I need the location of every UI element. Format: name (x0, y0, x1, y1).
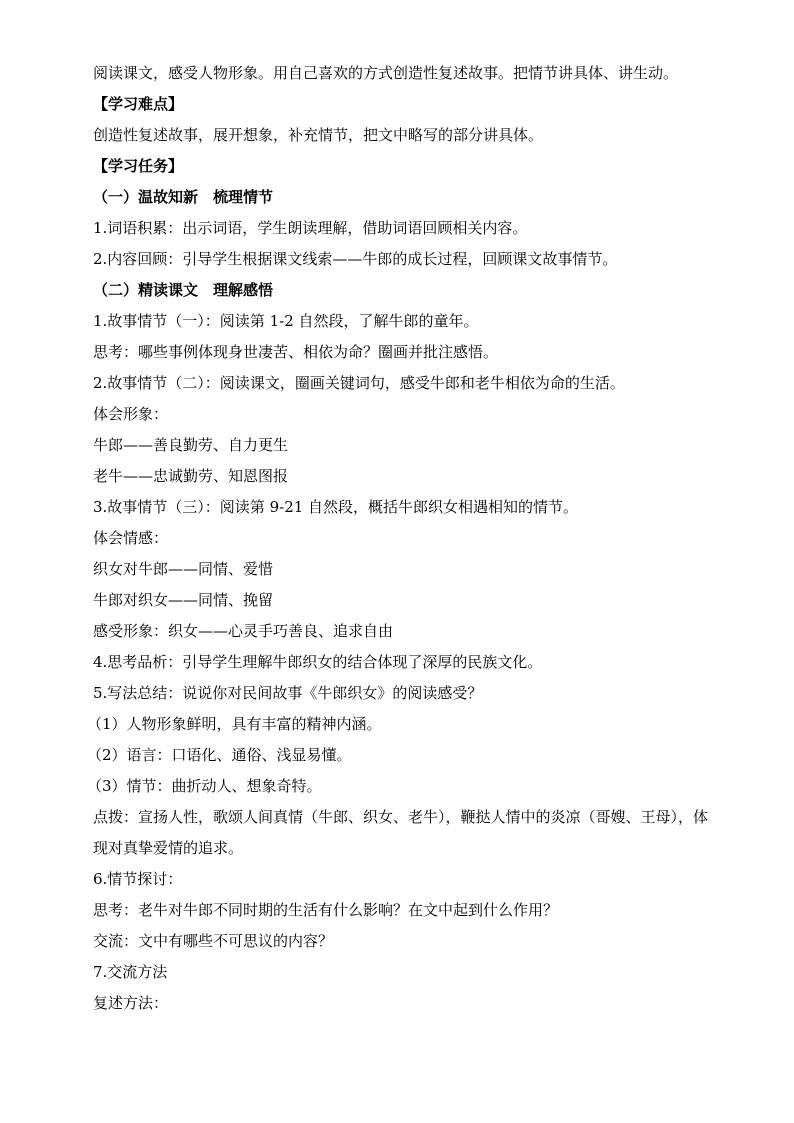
paragraph-objective: 阅读课文，感受人物形象。用自己喜欢的方式创造性复述故事。把情节讲具体、讲生动。 (93, 64, 679, 82)
paragraph-line: 交流：文中有哪些不可思议的内容？ (93, 932, 334, 950)
paragraph-difficulty: 创造性复述故事，展开想象，补充情节，把文中略写的部分讲具体。 (93, 126, 544, 144)
heading-tasks: 【学习任务】 (93, 157, 184, 175)
list-item: 2.故事情节（二）：阅读课文，圈画关键词句，感受牛郎和老牛相依为命的生活。 (93, 374, 625, 392)
list-item: 3.故事情节（三）：阅读第 9-21 自然段，概括牛郎织女相遇相知的情节。 (93, 498, 579, 516)
list-item: 1.故事情节（一）：阅读第 1-2 自然段，了解牛郎的童年。 (93, 312, 479, 330)
section-heading-2: （二）精读课文 理解感悟 (93, 281, 274, 299)
sub-list-item: （3）情节：曲折动人、想象奇特。 (87, 777, 322, 795)
paragraph-line: 思考：哪些事例体现身世凄苦、相依为命？圈画并批注感悟。 (93, 343, 499, 361)
paragraph-line: 感受形象：织女——心灵手巧善良、追求自由 (93, 622, 394, 640)
document-body (87, 58, 713, 1019)
heading-difficulty: 【学习难点】 (93, 95, 184, 113)
paragraph-line: 体会情感： (93, 529, 169, 547)
paragraph-line: 牛郎对织女——同情、挽留 (93, 591, 274, 609)
list-item: 7.交流方法 (93, 963, 168, 981)
list-item: 1.词语积累：出示词语，学生朗读理解，借助词语回顾相关内容。 (93, 219, 528, 237)
paragraph-line: 思考：老牛对牛郎不同时期的生活有什么影响？在文中起到什么作用？ (93, 901, 559, 919)
list-item: 5.写法总结：说说你对民间故事《牛郎织女》的阅读感受？ (93, 684, 483, 702)
paragraph-line: 牛郎——善良勤劳、自力更生 (93, 436, 289, 454)
paragraph-line: 体会形象： (93, 405, 169, 423)
list-item: 2.内容回顾：引导学生根据课文线索——牛郎的成长过程，回顾课文故事情节。 (93, 250, 618, 268)
list-item: 4.思考品析：引导学生理解牛郎织女的结合体现了深厚的民族文化。 (93, 653, 543, 671)
sub-list-item: （1）人物形象鲜明，具有丰富的精神内涵。 (87, 715, 382, 733)
section-heading-1: （一）温故知新 梳理情节 (93, 188, 274, 206)
paragraph-line: 织女对牛郎——同情、爱惜 (93, 560, 274, 578)
paragraph-line: 复述方法： (93, 994, 169, 1012)
paragraph-line: 老牛——忠诚勤劳、知恩图报 (93, 467, 289, 485)
paragraph-guidance: 点拨：宣扬人性，歌颂人间真情（牛郎、织女、老牛），鞭挞人情中的炎凉（哥嫂、王母），体现对真挚爱情的追求。 (93, 808, 709, 857)
sub-list-item: （2）语言：口语化、通俗、浅显易懂。 (87, 746, 352, 764)
list-item: 6.情节探讨： (93, 870, 183, 888)
